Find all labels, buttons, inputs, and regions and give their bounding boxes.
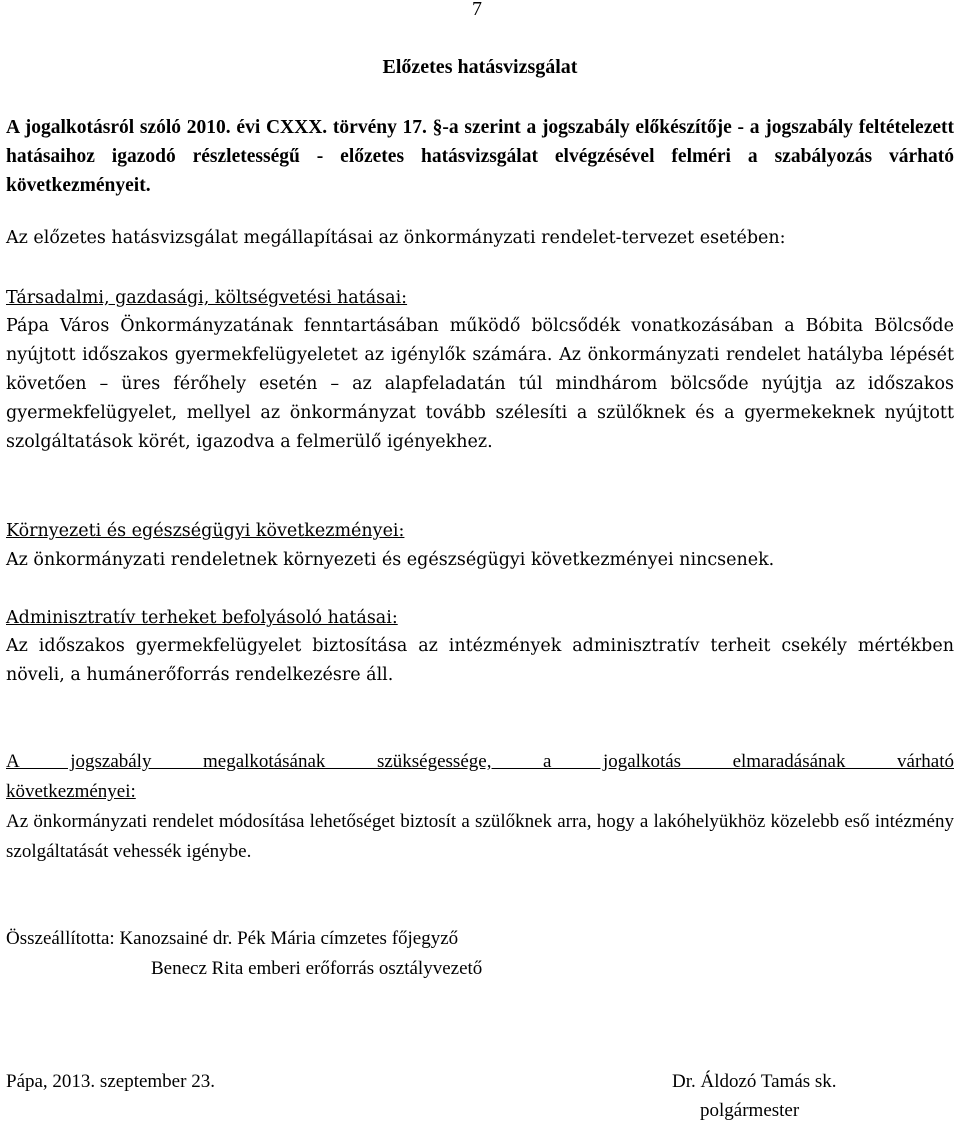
- admin-heading: Adminisztratív terheket befolyásoló hatásai:: [6, 608, 398, 628]
- necessity-text: Az önkormányzati rendelet módosítása lehetőséget biztosít a szülőknek arra, hogy a lakóhelyükhöz közelebb eső intézmény szolgáltatását vehessék igénybe.: [6, 811, 954, 862]
- compiled-label: Összeállította:: [6, 928, 115, 949]
- page-number: 7: [472, 0, 482, 20]
- findings-intro: Az előzetes hatásvizsgálat megállapításai az önkormányzati rendelet-tervezet esetében:: [6, 228, 786, 248]
- signatory-title: polgármester: [700, 1100, 800, 1121]
- social-heading: Társadalmi, gazdasági, költségvetési hatásai:: [6, 288, 408, 308]
- social-text: Pápa Város Önkormányzatának fenntartásában működő bölcsődék vonatkozásában a Bóbita Bölcsőde nyújtott időszakos gyermekfelügyeletet az igénylők számára. Az önkormányzati rendelet hatályba lépését követően – üres férőhely esetén – az alapfeladatán túl mindhárom bölcsőde nyújtja az időszakos gyermekfelügyelet, mellyel az önkormányzat tovább szélesíti a szülőknek és a gyermekeknek nyújtott szolgáltatások körét, igazodva a felmerülő igényekhez.: [6, 316, 954, 452]
- necessity-heading-line2: következményei:: [6, 781, 136, 802]
- compiled-person2: Benecz Rita emberi erőforrás osztályvezető: [151, 958, 483, 979]
- signatory-name: Dr. Áldozó Tamás sk.: [672, 1071, 837, 1092]
- necessity-section: [6, 747, 954, 807]
- environment-heading: Környezeti és egészségügyi következményei:: [6, 521, 405, 541]
- necessity-heading-line1: A jogszabály megalkotásának szükségessége, a jogalkotás elmaradásának várható: [6, 751, 954, 772]
- environment-text: Az önkormányzati rendeletnek környezeti és egészségügyi következményei nincsenek.: [6, 550, 775, 570]
- place-date: Pápa, 2013. szeptember 23.: [6, 1071, 215, 1092]
- compiled-person1: Kanozsainé dr. Pék Mária címzetes főjegyző: [119, 928, 459, 949]
- document-title: Előzetes hatásvizsgálat: [382, 56, 578, 78]
- intro-paragraph: A jogalkotásról szóló 2010. évi CXXX. törvény 17. §-a szerint a jogszabály előkészítője - a jogszabály feltételezett hatásaihoz igazodó részletességű - előzetes hatásvizsgálat elvégzésével felméri a szabályozás várható következményeit.: [6, 117, 954, 196]
- admin-text: Az időszakos gyermekfelügyelet biztosítása az intézmények adminisztratív terheit csekély mértékben növeli, a humánerőforrás rendelkezésre áll.: [6, 636, 954, 685]
- compiled-by: [6, 928, 458, 950]
